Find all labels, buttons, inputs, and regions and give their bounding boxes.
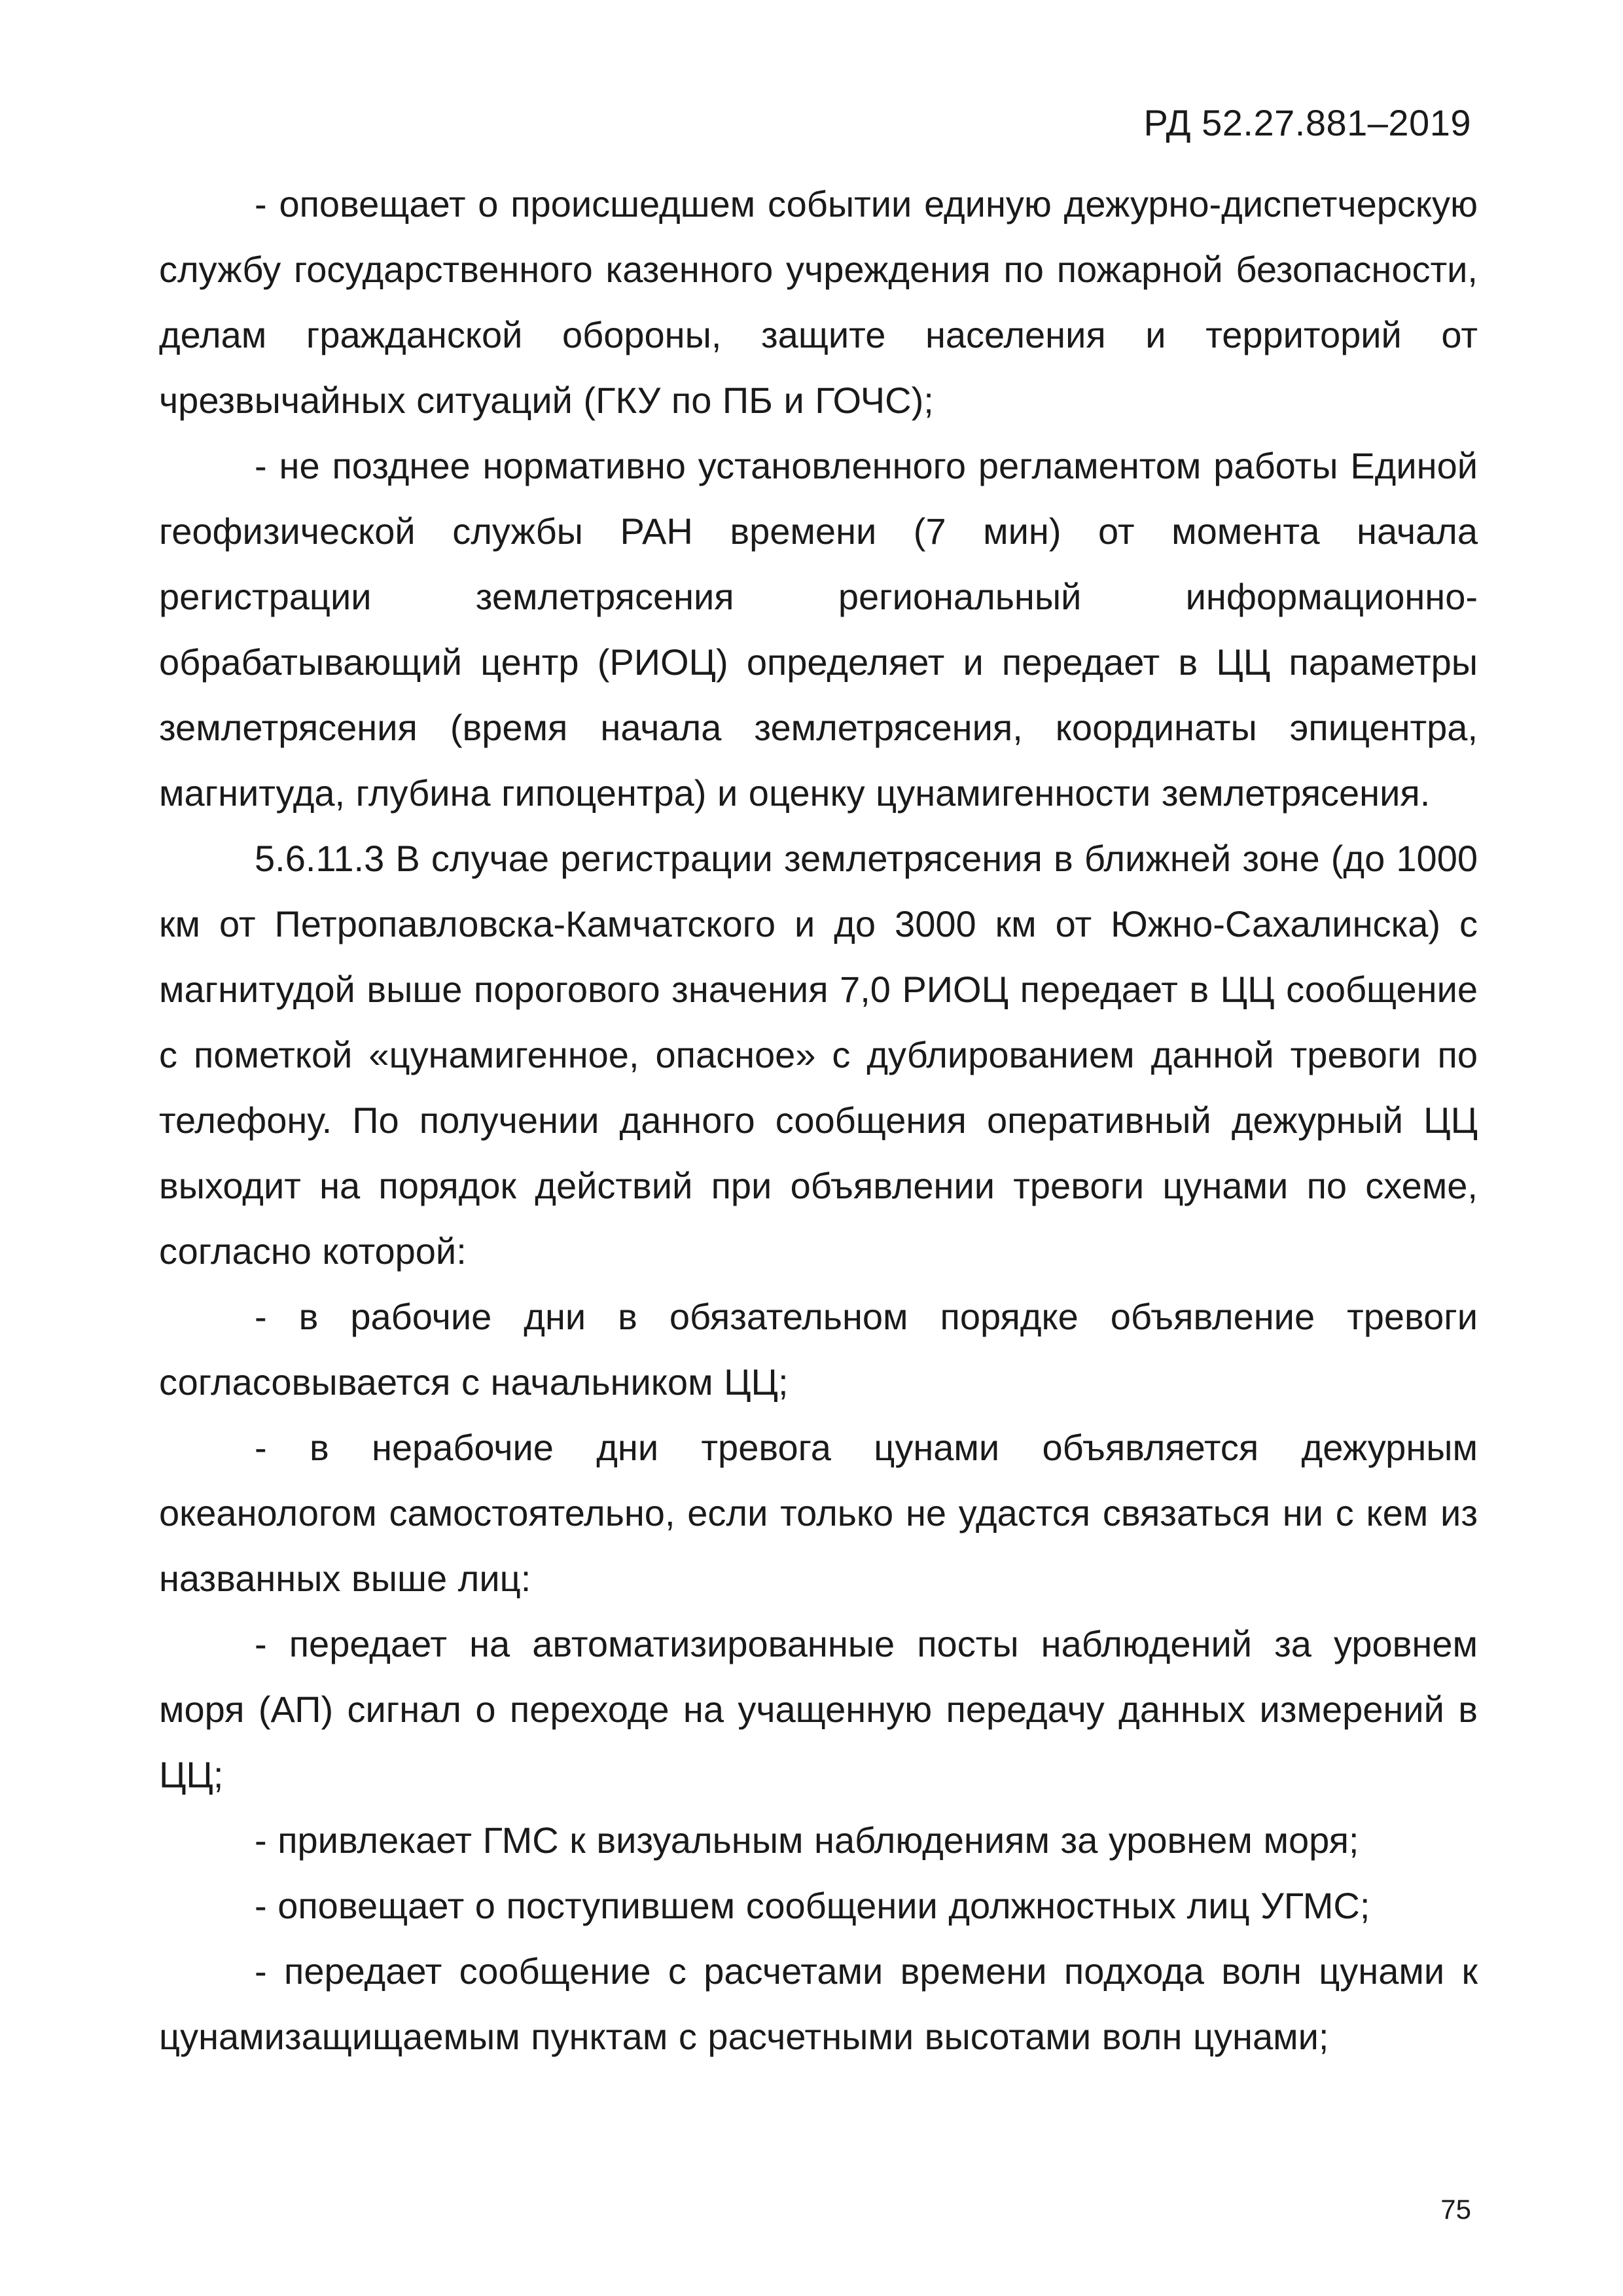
paragraph: - не позднее нормативно установленного регламентом работы Единой геофизической службы РАН времени (7 мин) от момента начала регистрации землетрясения региональный информационно-обрабатывающий центр (РИОЦ) определяет и передает в ЦЦ параметры землетрясения (время начала землетрясения, координаты эпицентра, магнитуда, глубина гипоцентра) и оценку цунамигенности землетрясения. (159, 445, 1478, 814)
paragraph: - в нерабочие дни тревога цунами объявляется дежурным океанологом самостоятельно, если только не удастся связаться ни с кем из названных выше лиц: (159, 1427, 1478, 1599)
paragraph: - в рабочие дни в обязательном порядке объявление тревоги согласовывается с начальником ЦЦ; (159, 1296, 1478, 1403)
paragraph: - передает на автоматизированные посты наблюдений за уровнем моря (АП) сигнал о переходе на учащенную передачу данных измерений в ЦЦ; (159, 1623, 1478, 1795)
body-text (159, 171, 1478, 2070)
page-number: 75 (1440, 2194, 1471, 2225)
document-code: РД 52.27.881–2019 (1143, 102, 1471, 143)
paragraph: 5.6.11.3 В случае регистрации землетрясения в ближней зоне (до 1000 км от Петропавловска-Камчатского и до 3000 км от Южно-Сахалинска) с магнитудой выше порогового значения 7,0 РИОЦ передает в ЦЦ сообщение с пометкой «цунамигенное, опасное» с дублированием данной тревоги по телефону. По получении данного сообщения оперативный дежурный ЦЦ выходит на порядок действий при объявлении тревоги цунами по схеме, согласно которой: (159, 838, 1478, 1272)
paragraph: - привлекает ГМС к визуальным наблюдениям за уровнем моря; (255, 1820, 1359, 1861)
paragraph: - оповещает о поступившем сообщении должностных лиц УГМС; (255, 1885, 1370, 1926)
paragraph: - передает сообщение с расчетами времени подхода волн цунами к цунамизащищаемым пунктам с расчетными высотами волн цунами; (159, 1950, 1478, 2057)
paragraph: - оповещает о происшедшем событии единую дежурно-диспетчерскую службу государственного казенного учреждения по пожарной безопасности, делам гражданской обороны, защите населения и территорий от чрезвычайных ситуаций (ГКУ по ПБ и ГОЧС); (159, 183, 1478, 421)
